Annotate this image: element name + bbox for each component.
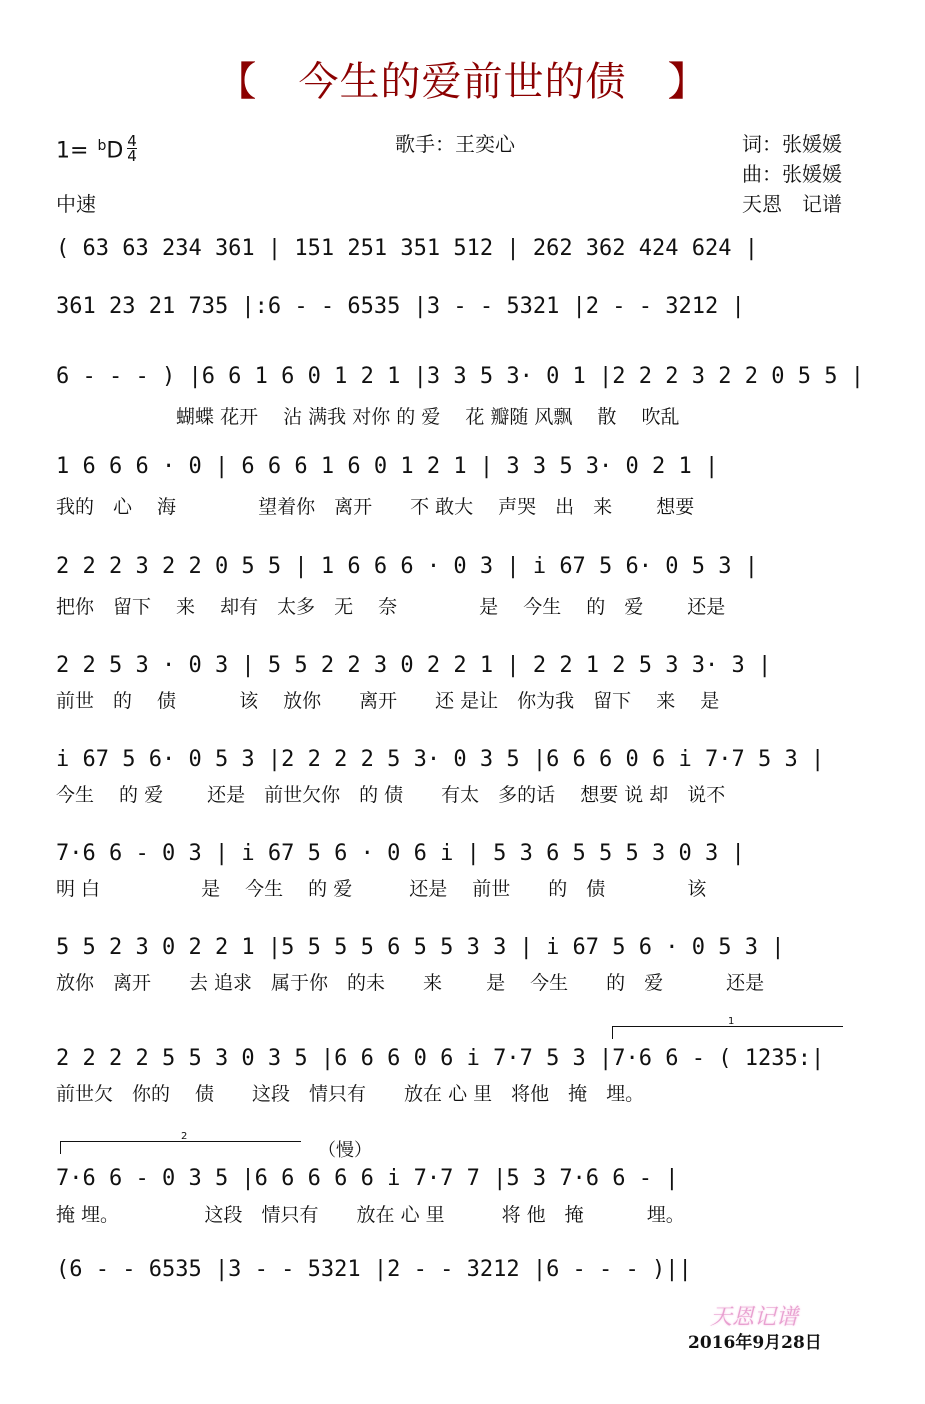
lyric-line-9: 放你 离开 去 追求 属于你 的未 来 是 今生 的 爱 还是 (56, 972, 765, 994)
notation-line-6: 2 2 5 3 · 0 3 | 5 5 2 2 3 0 2 2 1 | 2 2 1 2 5 3 3· 3 | (56, 653, 772, 678)
volta-number-1: 1 (728, 1016, 735, 1027)
lyric-line-5: 把你 留下 来 却有 太多 无 奈 是 今生 的 爱 还是 (56, 596, 726, 618)
lyric-line-10: 前世欠 你的 债 这段 情只有 放在 心 里 将他 掩 埋。 (56, 1083, 645, 1105)
notation-line-7: i 67 5 6· 0 5 3 |2 2 2 2 5 3· 0 3 5 |6 6 6 0 6 i 7·7 5 3 | (56, 747, 825, 772)
time-bottom: 4 (127, 147, 137, 165)
volta-number-2: 2 (181, 1131, 188, 1142)
transcriber-stamp: 天恩记谱 (710, 1305, 799, 1330)
key-note: D (106, 138, 124, 164)
lyricist: 词：张媛媛 (742, 132, 842, 156)
key-signature (56, 132, 137, 166)
notation-line-5: 2 2 2 3 2 2 0 5 5 | 1 6 6 6 · 0 3 | i 67 5 6· 0 5 3 | (56, 554, 758, 579)
song-title: 【 今生的爱前世的债 】 (216, 59, 709, 105)
lyric-line-4: 我的 心 海 望着你 离开 不 敢大 声哭 出 来 想要 (56, 496, 695, 518)
time-top: 4 (127, 132, 137, 150)
time-signature (127, 134, 137, 163)
notation-line-12: (6 - - 6535 |3 - - 5321 |2 - - 3212 |6 - - - )|| (56, 1257, 692, 1282)
notation-line-4: 1 6 6 6 · 0 | 6 6 6 1 6 0 1 2 1 | 3 3 5 3· 0 2 1 | (56, 454, 719, 479)
notation-line-2: 361 23 21 735 |:6 - - 6535 |3 - - 5321 |2 - - 3212 | (56, 294, 745, 319)
lyric-line-8: 明 白 是 今生 的 爱 还是 前世 的 债 该 (56, 878, 707, 900)
transcriber: 天恩 记谱 (742, 192, 842, 216)
notation-line-9: 5 5 2 3 0 2 2 1 |5 5 5 5 6 5 5 3 3 | i 67 5 6 · 0 5 3 | (56, 935, 785, 960)
tempo-marking: 中速 (56, 192, 96, 216)
notation-line-1: ( 63 63 234 361 | 151 251 351 512 | 262 362 424 624 | (56, 236, 758, 261)
composer: 曲：张媛媛 (742, 162, 842, 186)
singer: 歌手：王奕心 (395, 132, 515, 156)
lyric-line-6: 前世 的 债 该 放你 离开 还 是让 你为我 留下 来 是 (56, 690, 720, 712)
notation-line-3: 6 - - - ) |6 6 1 6 0 1 2 1 |3 3 5 3· 0 1 |2 2 2 3 2 2 0 5 5 | (56, 364, 864, 389)
lyric-line-7: 今生 的 爱 还是 前世欠你 的 债 有太 多的话 想要 说 却 说不 (56, 784, 726, 806)
volta-bracket-1 (612, 1016, 843, 1039)
key-prefix: 1= (56, 138, 96, 164)
date: 2016年9月28日 (688, 1333, 822, 1353)
notation-line-11: 7·6 6 - 0 3 5 |6 6 6 6 6 i 7·7 7 |5 3 7·6 6 - | (56, 1166, 679, 1191)
volta-bracket-2 (60, 1131, 301, 1154)
slow-marking: （慢） (318, 1140, 372, 1161)
flat-sign: b (97, 137, 107, 154)
notation-line-10: 2 2 2 2 5 5 3 0 3 5 |6 6 6 0 6 i 7·7 5 3 |7·6 6 - ( 1235:| (56, 1046, 825, 1071)
lyric-line-3: 蝴蝶 花开 沾 满我 对你 的 爱 花 瓣随 风飘 散 吹乱 (56, 406, 680, 428)
lyric-line-11: 掩 埋。 这段 情只有 放在 心 里 将 他 掩 埋。 (56, 1204, 685, 1226)
notation-line-8: 7·6 6 - 0 3 | i 67 5 6 · 0 6 i | 5 3 6 5 5 5 3 0 3 | (56, 841, 745, 866)
